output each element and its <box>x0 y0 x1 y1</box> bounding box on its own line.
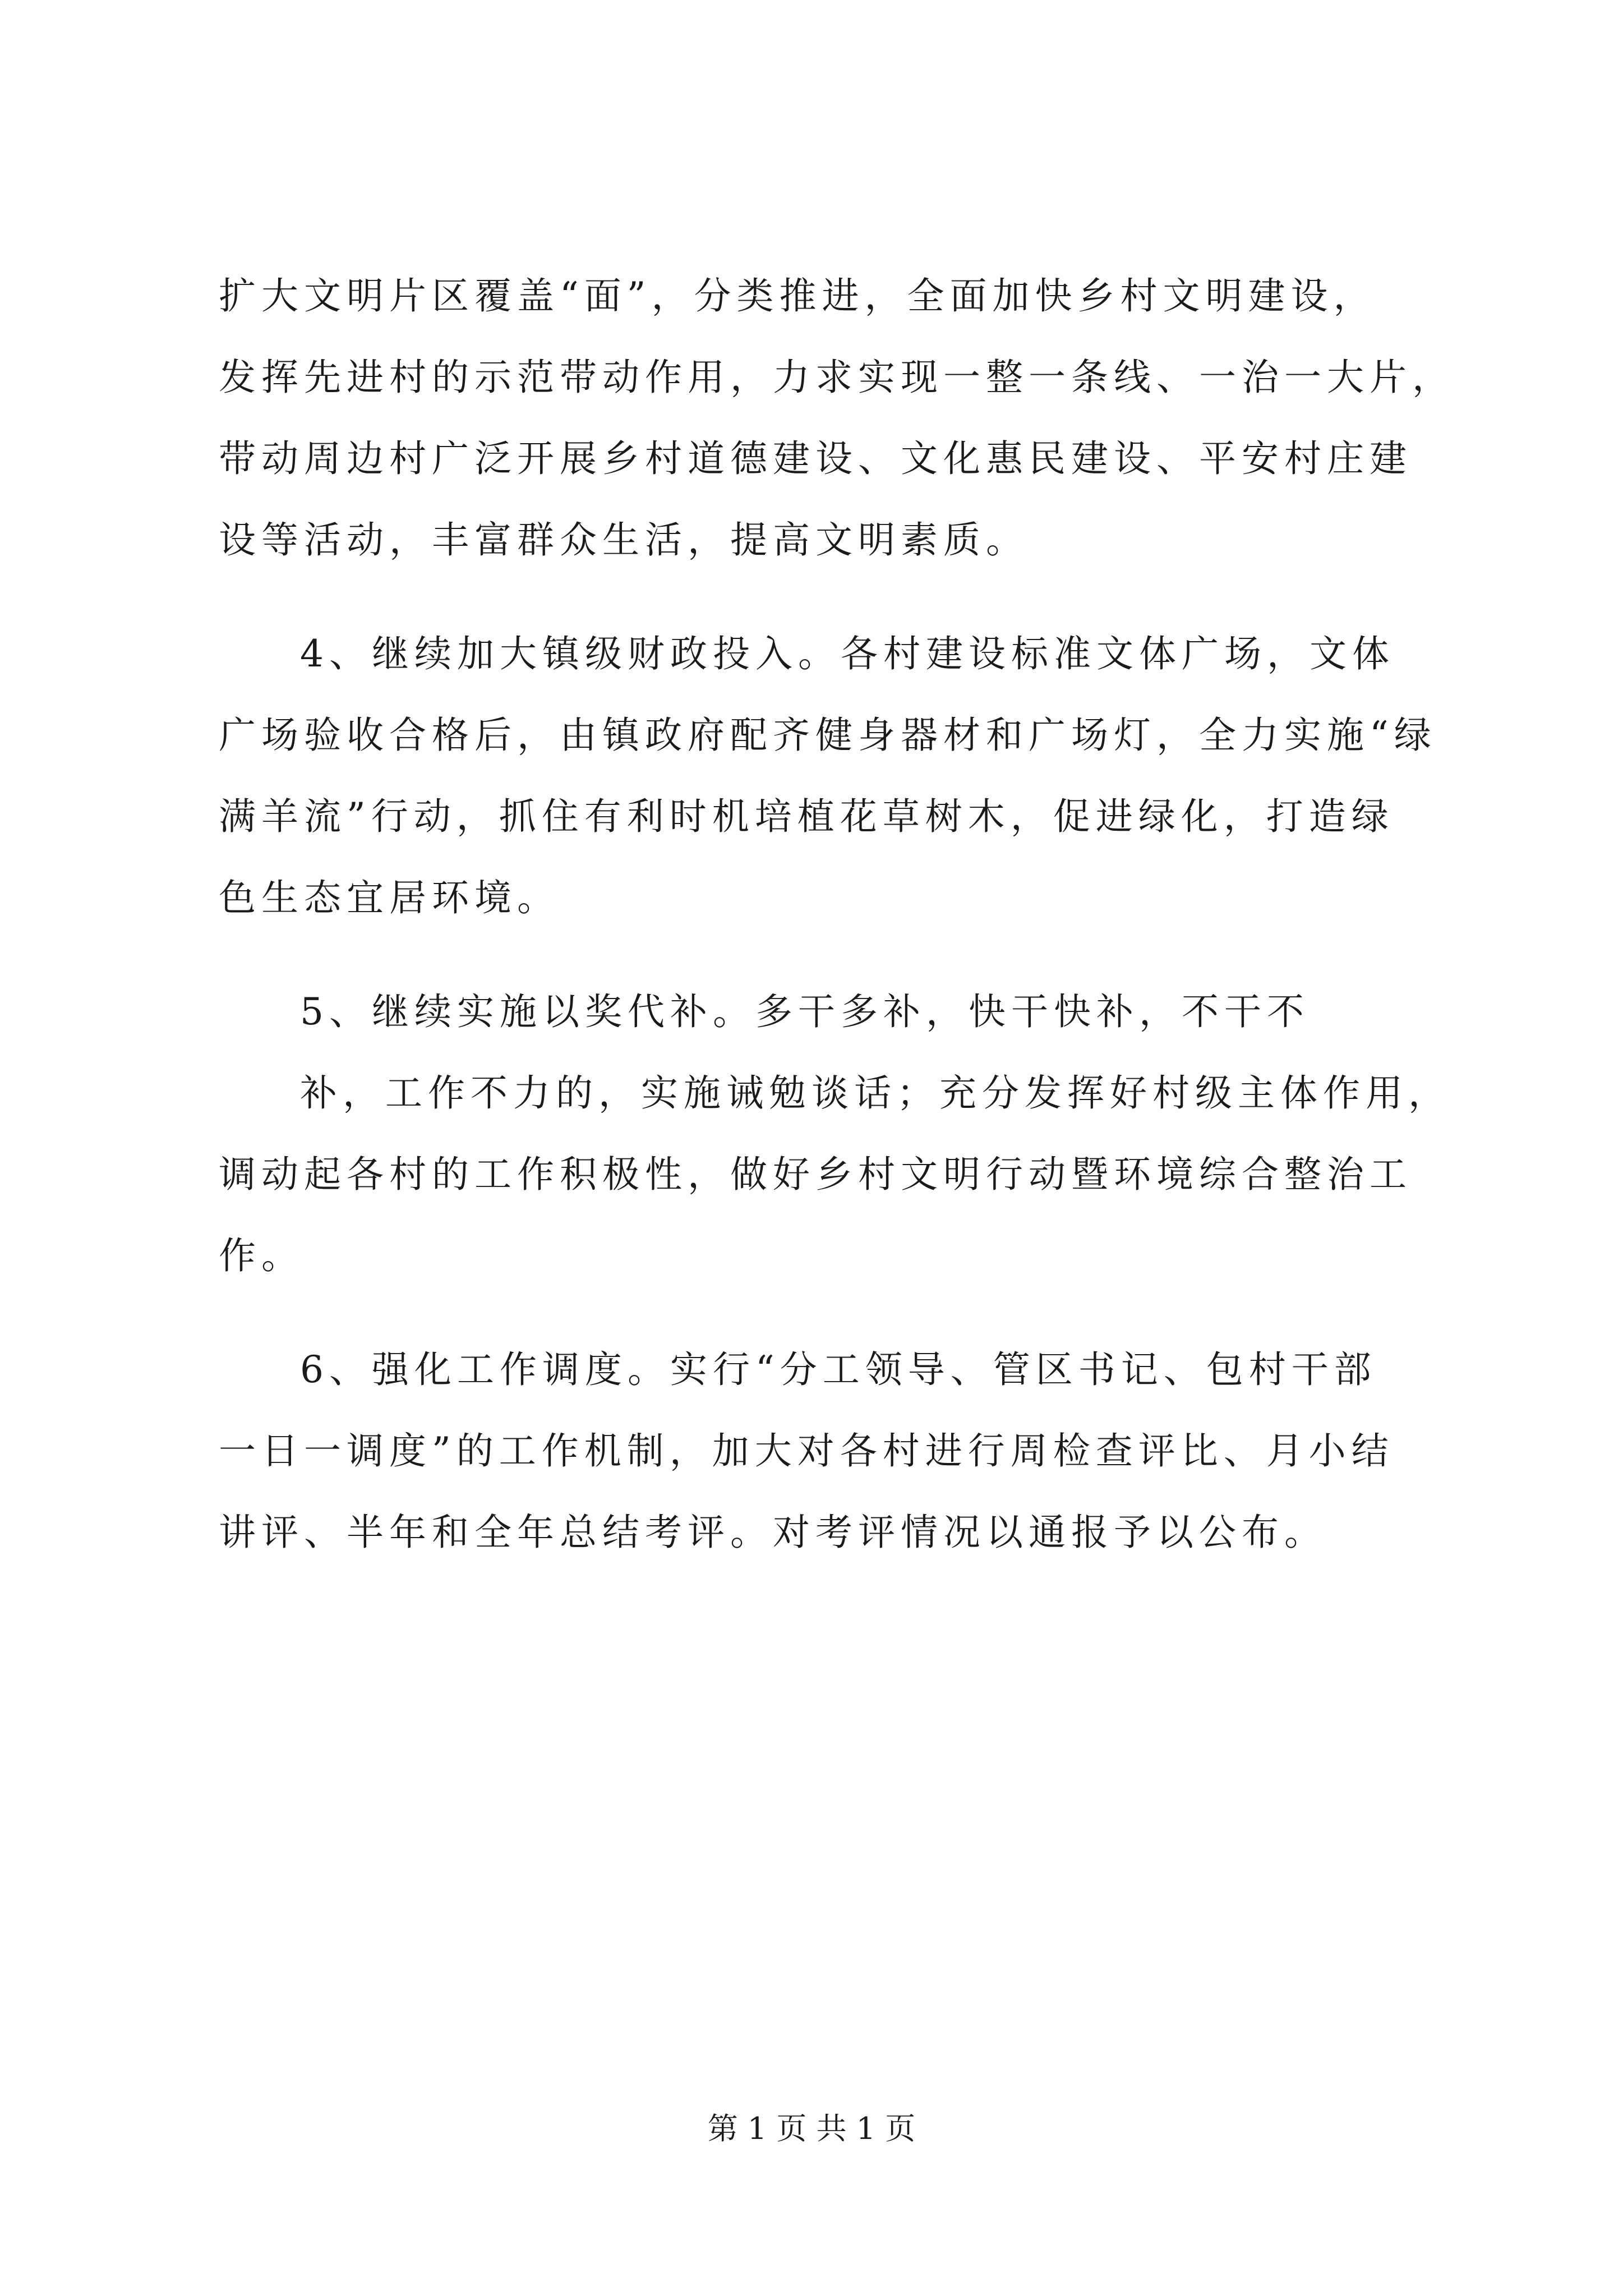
text-line: 作。 <box>219 1234 304 1277</box>
text-line: 设等活动，丰富群众生活，提高文明素质。 <box>219 518 1029 562</box>
text-line: 发挥先进村的示范带动作用，力求实现一整一条线、一治一大片， <box>219 356 1455 399</box>
paragraph-5-start: 5、继续实施以奖代补。多干多补，快干快补，不干不 <box>300 990 1310 1033</box>
text-line: 带动周边村广泛开展乡村道德建设、文化惠民建设、平安村庄建 <box>219 437 1412 480</box>
text-line: 扩大文明片区覆盖“面”，分类推进，全面加快乡村文明建设， <box>219 274 1376 318</box>
text-line: 色生态宜居环境。 <box>219 876 560 919</box>
text-line: 一日一调度”的工作机制，加大对各村进行周检查评比、月小结 <box>219 1429 1394 1473</box>
paragraph-4-start: 4、继续加大镇级财政投入。各村建设标准文体广场，文体 <box>300 632 1395 675</box>
text-line: 补，工作不力的，实施诫勉谈话；充分发挥好村级主体作用， <box>300 1071 1451 1115</box>
paragraph-6-start: 6、强化工作调度。实行“分工领导、管区书记、包村干部 <box>300 1348 1377 1391</box>
text-line: 讲评、半年和全年总结考评。对考评情况以通报予以公布。 <box>219 1511 1327 1554</box>
text-line: 调动起各村的工作积极性，做好乡村文明行动暨环境综合整治工 <box>219 1153 1412 1196</box>
text-line: 广场验收合格后，由镇政府配齐健身器材和广场灯，全力实施“绿 <box>219 714 1437 757</box>
text-line: 满羊流”行动，抓住有利时机培植花草树木，促进绿化，打造绿 <box>219 795 1394 838</box>
document-body <box>219 255 1455 1573</box>
page-footer: 第 1 页 共 1 页 <box>707 2111 916 2146</box>
